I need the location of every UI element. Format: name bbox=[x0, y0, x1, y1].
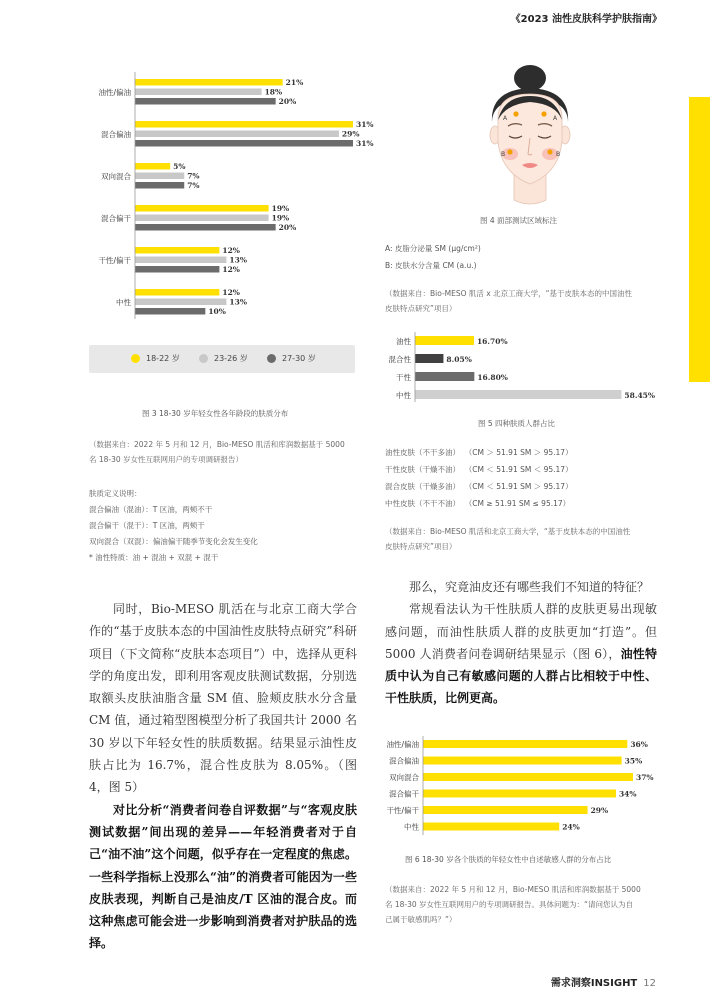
bar bbox=[135, 257, 226, 264]
fig3-caption: 图 3 18-30 岁年轻女性各年龄段的肤质分布 bbox=[142, 409, 289, 418]
bar bbox=[135, 308, 205, 315]
data-label: 29% bbox=[341, 129, 360, 139]
data-label: 7% bbox=[187, 171, 200, 181]
source-line: （数据来自：2022 年 5 月和 12 月，Bio-MESO 肌活和库润数据基于 5000 bbox=[385, 885, 641, 894]
paragraph: 常规看法认为干性肤质人群的皮肤更易出现敏感问题，而油性肤质人群的皮肤更加“打造”。但 5000 人消费者问卷调研结果显示（图 6），油性特质中认为自己有敏感问题的人群占比相较于中性、干性肤质，比例更高。 bbox=[385, 602, 657, 706]
right-body-text bbox=[385, 576, 657, 710]
left-body-text bbox=[89, 598, 357, 955]
bar bbox=[135, 140, 353, 147]
source-line: 名 18-30 岁女性互联网用户的专项调研报告） bbox=[89, 455, 244, 464]
test-area-b-marker-icon bbox=[507, 149, 512, 154]
bar bbox=[415, 354, 443, 363]
criteria-line bbox=[385, 495, 573, 512]
fig4-caption: 图 4 面部测试区域标注 bbox=[480, 216, 558, 225]
fig4-source bbox=[385, 286, 632, 316]
data-label: 18% bbox=[264, 87, 283, 97]
bar bbox=[135, 121, 353, 128]
legend-line: B: 皮肤水分含量 CM (a.u.) bbox=[385, 261, 477, 270]
definition-line: * 油性特质：油 + 混油 + 双混 + 混干 bbox=[89, 553, 219, 562]
legend-label: 23-26 岁 bbox=[214, 354, 248, 363]
yellow-side-tab bbox=[689, 97, 710, 382]
category-label: 干性/偏干 bbox=[386, 806, 419, 815]
fig6-source bbox=[385, 882, 641, 927]
bar bbox=[135, 89, 262, 96]
bar bbox=[135, 289, 219, 296]
fig6-caption: 图 6 18-30 岁各个肤质的年轻女性中自述敏感人群的分布占比 bbox=[405, 855, 612, 864]
definition-line: 混合偏油（混油）：T 区油，两颊不干 bbox=[89, 505, 213, 514]
category-label: 双向混合 bbox=[389, 773, 419, 782]
data-label: 12% bbox=[222, 265, 240, 274]
paragraph: 同时，Bio-MESO 肌活在与北京工商大学合作的“基于皮肤本态的中国油性皮肤特点研究”科研项目（下文简称“皮肤本态项目”）中，选择从更科学的角度出发，即利用客观皮肤测试数据，分别选取额头皮肤油脂含量 SM 值、脸颊皮肤水分含量 CM 值，通过箱型图模型分析了我国共计 2000 名 30 岁以下年轻女性的肤质数据。结果显示油性皮肤占比为 16.7%，混合性皮肤为 8.05%。（图 4，图 5） bbox=[89, 602, 357, 795]
data-label: 24% bbox=[562, 822, 580, 832]
data-label: 37% bbox=[636, 773, 654, 782]
criteria-name: 混合皮肤（干燥多油） bbox=[385, 482, 460, 491]
fig6-chart bbox=[385, 735, 665, 835]
legend-item-27-30 bbox=[267, 353, 316, 364]
source-line: 名 18-30 岁女性互联网用户的专项调研报告。具体问题为：“请问您认为自 bbox=[385, 900, 633, 909]
data-label: 29% bbox=[590, 806, 609, 815]
fig3-definitions bbox=[89, 486, 258, 566]
face-label-b: B bbox=[556, 151, 561, 158]
data-label: 31% bbox=[356, 120, 374, 129]
page-number: 12 bbox=[643, 978, 656, 989]
criteria-rule: （CM ＞ 51.91 SM ＞ 95.17） bbox=[464, 448, 573, 457]
bar bbox=[415, 336, 474, 345]
category-label: 混合偏油 bbox=[389, 756, 419, 766]
data-label: 5% bbox=[173, 162, 186, 171]
source-line: 皮肤特点研究”项目） bbox=[385, 304, 457, 313]
bar bbox=[135, 205, 269, 212]
fig3-legend bbox=[89, 345, 355, 373]
bar bbox=[135, 215, 269, 222]
bar bbox=[135, 173, 184, 180]
definition-line: 肤质定义说明： bbox=[89, 489, 142, 498]
fig4-legend bbox=[385, 240, 481, 274]
criteria-rule: （CM ≥ 51.91 SM ≤ 95.17） bbox=[464, 499, 571, 508]
definition-line: 双向混合（双混）：偏油偏干随季节变化会发生变化 bbox=[89, 537, 258, 546]
category-label: 混合偏油 bbox=[101, 129, 131, 139]
bar bbox=[135, 247, 219, 254]
face-illustration bbox=[470, 60, 590, 210]
bar bbox=[135, 182, 184, 189]
data-label: 13% bbox=[229, 255, 247, 265]
paragraph-bold: 对比分析“消费者问卷自评数据”与“客观皮肤测试数据”间出现的差异——年轻消费者对于自己“油不油”这个问题，似乎存在一定程度的焦虑。一些科学指标上没那么“油”的消费者可能因为一些皮肤表现，判断自己是油皮/T 区油的混合皮。而这种焦虑可能会进一步影响到消费者对护肤品的选择。 bbox=[89, 802, 357, 951]
data-label: 31% bbox=[356, 139, 374, 148]
legend-label: 18-22 岁 bbox=[146, 354, 180, 363]
criteria-line bbox=[385, 478, 573, 495]
bar bbox=[423, 790, 616, 798]
data-label: 16.70% bbox=[476, 337, 508, 346]
data-label: 36% bbox=[630, 740, 648, 749]
criteria-rule: （CM ＜ 51.91 SM ＜ 95.17） bbox=[464, 465, 573, 474]
data-label: 21% bbox=[285, 78, 304, 87]
legend-dot-darkgray-icon bbox=[267, 354, 276, 363]
face-label-b: B bbox=[501, 151, 506, 158]
page-footer bbox=[551, 974, 656, 989]
data-label: 13% bbox=[229, 297, 247, 307]
category-label: 油性 bbox=[396, 337, 411, 346]
data-label: 12% bbox=[222, 288, 240, 297]
fig3-chart bbox=[89, 70, 374, 335]
legend-item-23-26 bbox=[199, 353, 248, 364]
data-label: 20% bbox=[278, 97, 297, 106]
data-label: 34% bbox=[618, 789, 637, 799]
source-line: （数据来自：2022 年 5 月和 12 月，Bio-MESO 肌活和库润数据基于 5000 bbox=[89, 440, 345, 449]
category-label: 中性 bbox=[116, 297, 131, 307]
bar bbox=[135, 79, 283, 86]
test-area-b-marker-icon bbox=[547, 149, 552, 154]
fig5-source bbox=[385, 524, 630, 554]
bar bbox=[135, 131, 339, 138]
face-label-a: A bbox=[553, 115, 558, 122]
bar bbox=[415, 390, 621, 399]
criteria-line bbox=[385, 444, 573, 461]
category-label: 混合偏干 bbox=[389, 789, 419, 799]
source-line: （数据来自：Bio-MESO 肌活 x 北京工商大学，“基于皮肤本态的中国油性 bbox=[385, 289, 633, 298]
bar bbox=[135, 98, 276, 105]
paragraph: 那么，究竟油皮还有哪些我们不知道的特征？ bbox=[409, 580, 650, 594]
source-line: 己属于敏感肌吗？”） bbox=[385, 915, 457, 924]
face-label-a: A bbox=[503, 115, 508, 122]
criteria-name: 干性皮肤（干燥不油） bbox=[385, 465, 460, 474]
bar bbox=[423, 806, 588, 814]
data-label: 8.05% bbox=[446, 355, 472, 364]
legend-dot-yellow-icon bbox=[131, 354, 140, 363]
bar bbox=[135, 299, 226, 306]
criteria-name: 油性皮肤（不干多油） bbox=[385, 448, 460, 457]
bar bbox=[135, 224, 276, 231]
category-label: 中性 bbox=[404, 822, 419, 832]
bar bbox=[423, 823, 559, 831]
data-label: 7% bbox=[187, 181, 200, 190]
category-label: 干性 bbox=[396, 373, 411, 382]
footer-brand: 需求洞察INSIGHT bbox=[550, 978, 638, 989]
test-area-a-marker-icon bbox=[513, 111, 518, 116]
source-line: 皮肤特点研究”项目） bbox=[385, 542, 457, 551]
category-label: 混合偏干 bbox=[101, 213, 131, 223]
source-line: （数据来自：Bio-MESO 肌活和北京工商大学，“基于皮肤本态的中国油性 bbox=[385, 527, 631, 536]
data-label: 35% bbox=[624, 756, 643, 766]
definition-line: 混合偏干（混干）：T 区油，两颊干 bbox=[89, 521, 205, 530]
category-label: 油性/偏油 bbox=[386, 740, 419, 749]
bar bbox=[423, 773, 633, 781]
criteria-name: 中性皮肤（不干不油） bbox=[385, 499, 460, 508]
bar bbox=[423, 740, 627, 748]
data-label: 10% bbox=[208, 307, 226, 316]
legend-line: A: 皮脂分泌量 SM (μg/cm²) bbox=[385, 244, 481, 253]
category-label: 中性 bbox=[396, 391, 411, 400]
data-label: 20% bbox=[278, 223, 297, 232]
fig5-chart bbox=[385, 330, 665, 405]
fig3-source bbox=[89, 437, 345, 467]
data-label: 58.45% bbox=[624, 391, 656, 400]
category-label: 混合性 bbox=[388, 355, 411, 364]
bar bbox=[135, 266, 219, 273]
data-label: 12% bbox=[222, 246, 240, 255]
legend-item-18-22 bbox=[131, 353, 180, 364]
document-header-title: 《2023 油性皮肤科学护肤指南》 bbox=[510, 14, 662, 25]
bar bbox=[135, 163, 170, 170]
legend-label: 27-30 岁 bbox=[282, 354, 316, 363]
category-label: 干性/偏干 bbox=[98, 255, 131, 265]
category-label: 油性/偏油 bbox=[98, 87, 131, 97]
criteria-line bbox=[385, 461, 573, 478]
test-area-a-marker-icon bbox=[541, 111, 546, 116]
fig5-caption: 图 5 四种肤质人群占比 bbox=[478, 419, 556, 428]
bar bbox=[415, 372, 474, 381]
fig5-criteria bbox=[385, 444, 573, 512]
legend-dot-lightgray-icon bbox=[199, 354, 208, 363]
category-label: 双向混合 bbox=[101, 171, 131, 181]
data-label: 16.80% bbox=[477, 373, 508, 382]
criteria-rule: （CM ＜ 51.91 SM ＞ 95.17） bbox=[464, 482, 573, 491]
bar bbox=[423, 757, 622, 765]
data-label: 19% bbox=[271, 213, 290, 223]
data-label: 19% bbox=[271, 204, 290, 213]
